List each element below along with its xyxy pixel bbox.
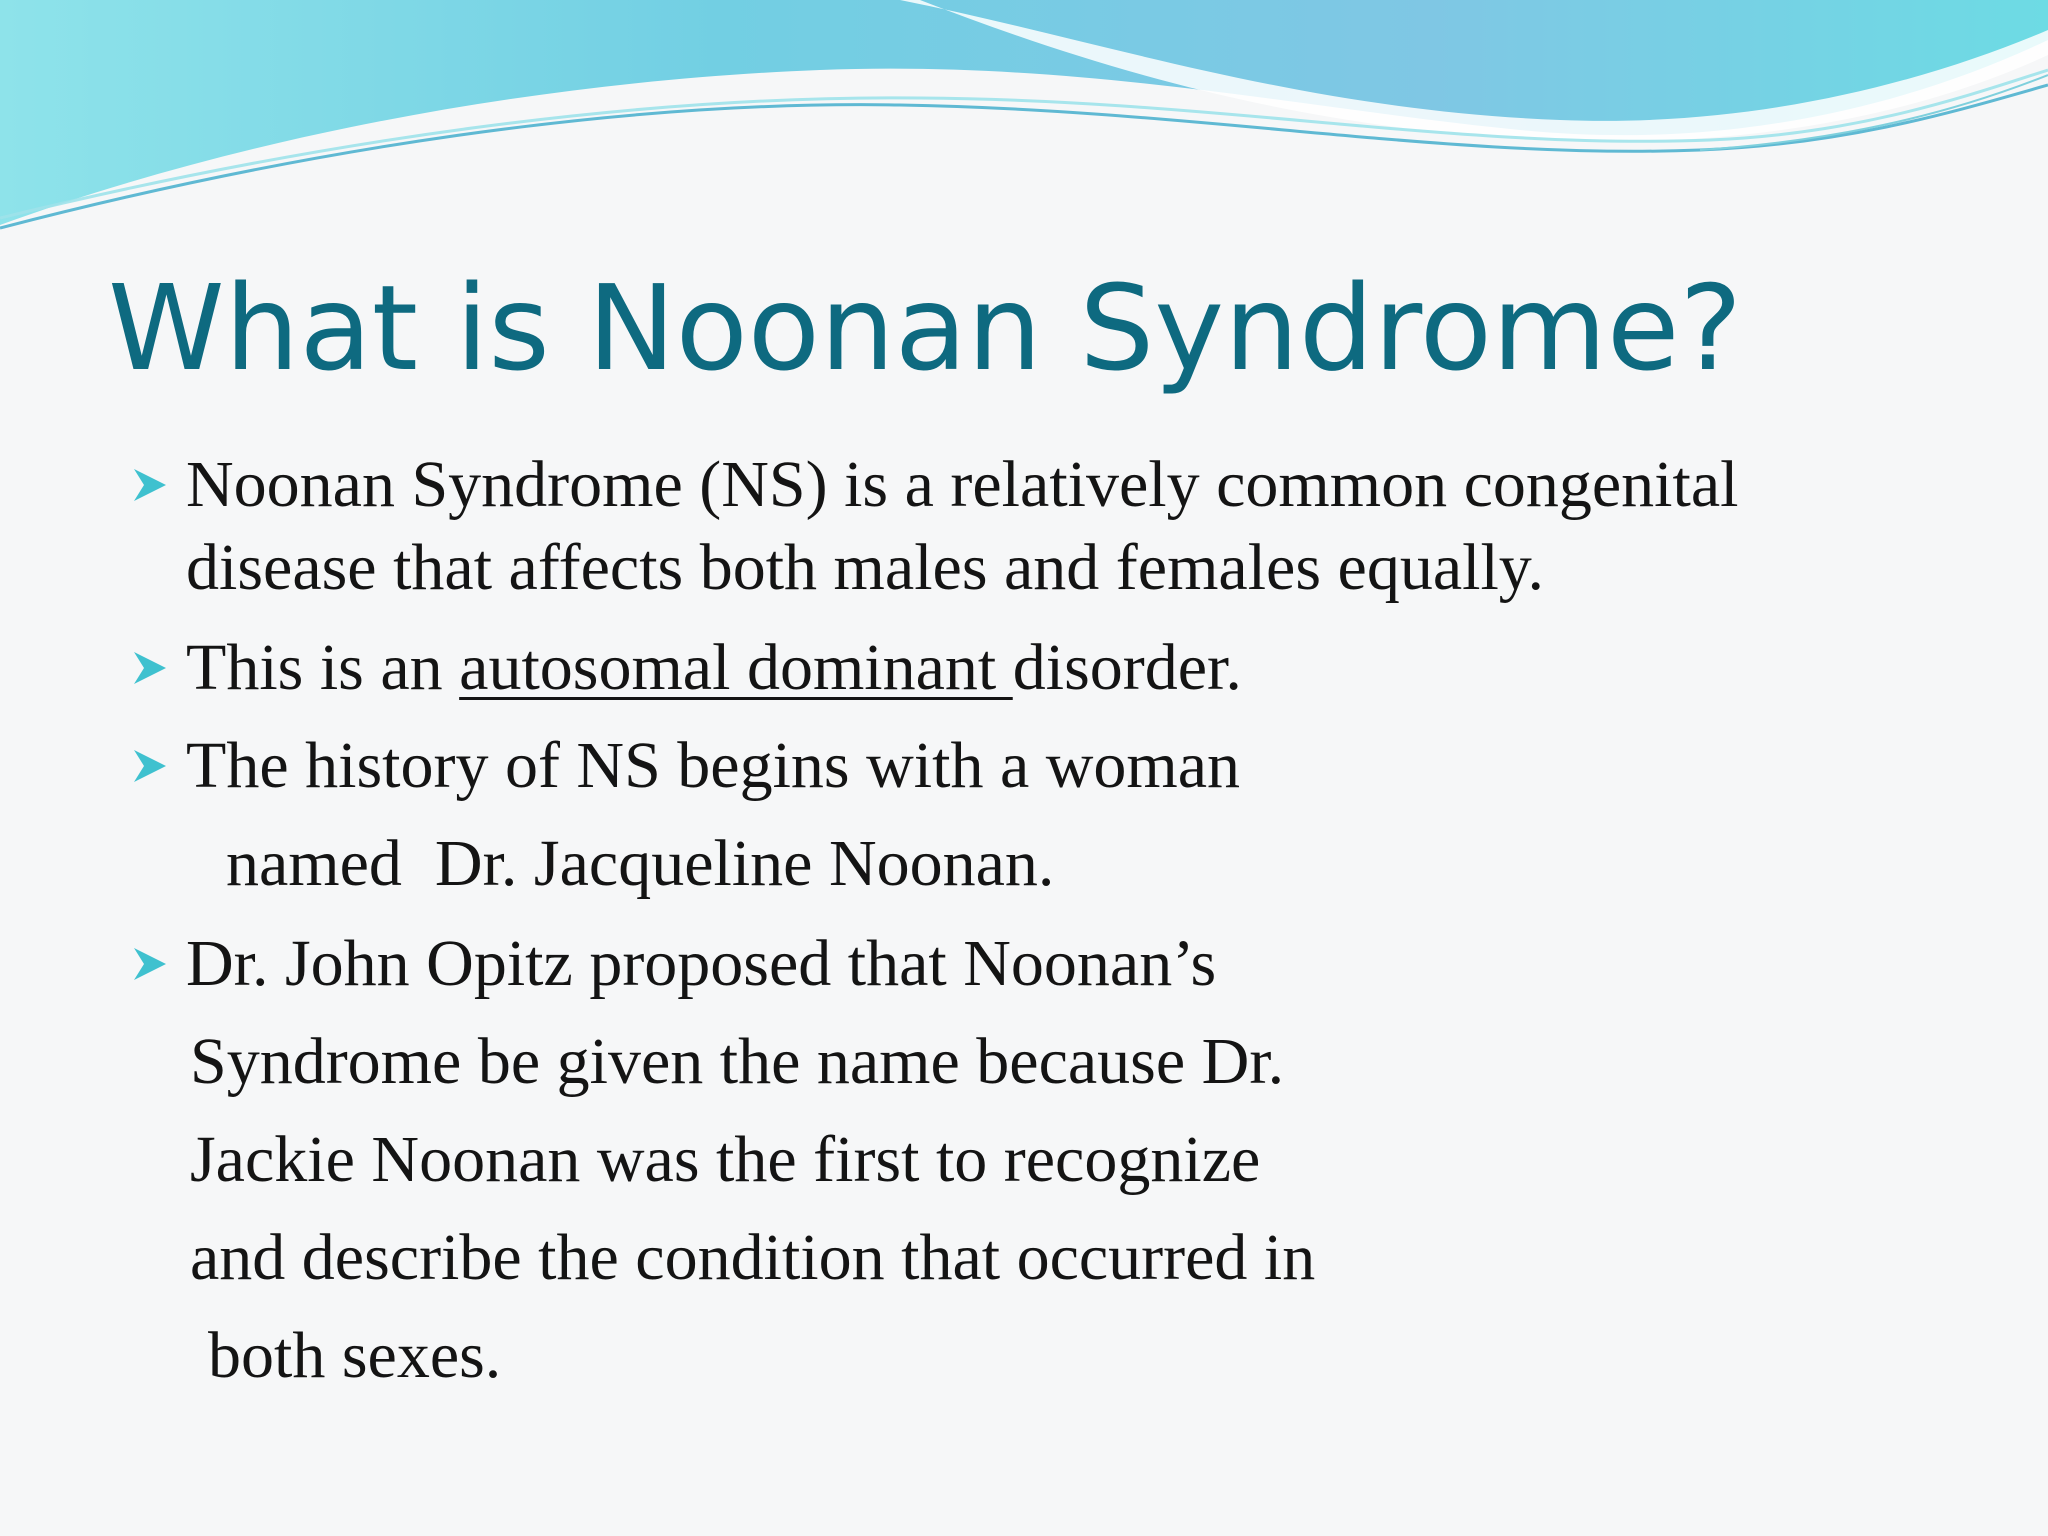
bullet-2-suffix: disorder.	[1012, 631, 1242, 704]
arrowhead-bullet-icon	[130, 648, 170, 688]
arrowhead-bullet-icon	[130, 746, 170, 786]
bullet-4-line-5: both sexes.	[208, 1319, 502, 1392]
bullet-2-underlined-term: autosomal dominant	[459, 631, 1013, 704]
bullet-3-line-1: The history of NS begins with a woman	[186, 729, 1241, 802]
bullet-4-line-3: Jackie Noonan was the first to recognize	[190, 1123, 1261, 1196]
bullet-4-line-1: Dr. John Opitz proposed that Noonan’s	[186, 927, 1217, 1000]
bullet-1-line-1: Noonan Syndrome (NS) is a relatively common congenital	[186, 448, 1739, 521]
arrowhead-bullet-icon	[130, 944, 170, 984]
arrowhead-bullet-icon	[130, 465, 170, 505]
bullet-3-line-2: named Dr. Jacqueline Noonan.	[226, 827, 1055, 900]
bullet-2-line	[186, 628, 1242, 708]
bullet-4-line-4: and describe the condition that occurred in	[190, 1221, 1316, 1294]
bullet-1-line-2: disease that affects both males and females equally.	[186, 531, 1544, 604]
bullet-2-prefix: This is an	[186, 631, 460, 704]
slide-title: What is Noonan Syndrome?	[108, 259, 1743, 397]
bullet-4-line-2: Syndrome be given the name because Dr.	[190, 1025, 1285, 1098]
